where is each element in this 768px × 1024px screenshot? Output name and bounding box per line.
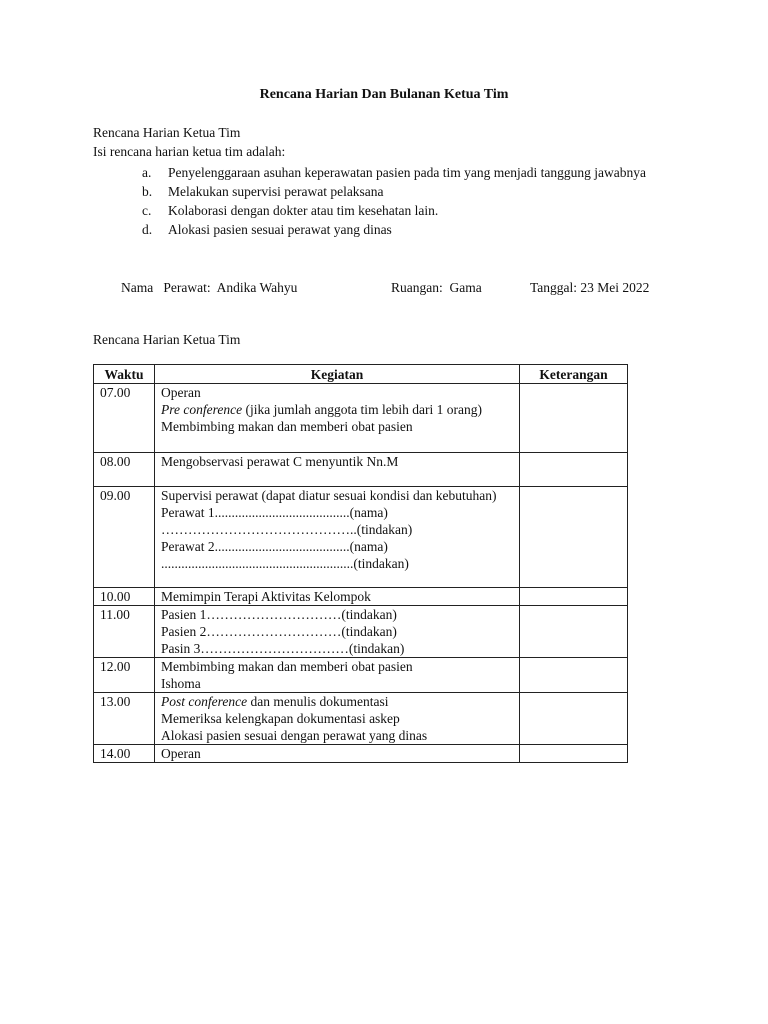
- room-name: Ruangan: Gama: [391, 280, 482, 295]
- list-item: [142, 182, 676, 201]
- activity-cell: [155, 745, 520, 763]
- table-row: [94, 453, 628, 487]
- italic-term: Post conference: [161, 694, 248, 709]
- activity-line: Memimpin Terapi Aktivitas Kelompok: [161, 589, 371, 604]
- activity-line: Operan: [161, 385, 201, 400]
- activity-line: Pasien 1…………………………(tindakan): [161, 607, 397, 622]
- table-row: [94, 588, 628, 606]
- table-row: [94, 693, 628, 745]
- activity-line: Membimbing makan dan memberi obat pasien: [161, 659, 413, 674]
- time-cell: 09.00: [94, 487, 155, 588]
- list-item-text: Kolaborasi dengan dokter atau tim kesehatan lain.: [168, 203, 439, 218]
- nurse-name: Nama Perawat: Andika Wahyu: [121, 280, 298, 295]
- header-keterangan: Keterangan: [520, 365, 628, 384]
- activity-line: Operan: [161, 746, 201, 761]
- table-header-row: [94, 365, 628, 384]
- note-cell: [520, 693, 628, 745]
- list-marker: c.: [142, 203, 152, 218]
- activity-line: Memeriksa kelengkapan dokumentasi askep: [161, 711, 400, 726]
- time-cell: 08.00: [94, 453, 155, 487]
- time-cell: 11.00: [94, 606, 155, 658]
- time-cell: 14.00: [94, 745, 155, 763]
- header-waktu: Waktu: [94, 365, 155, 384]
- table-row: [94, 487, 628, 588]
- table-heading: Rencana Harian Ketua Tim: [93, 332, 241, 347]
- activity-line: Pasien 2…………………………(tindakan): [161, 624, 397, 639]
- activity-line: Perawat 1........................................(nama): [161, 505, 388, 520]
- activity-cell: [155, 384, 520, 453]
- note-cell: [520, 384, 628, 453]
- activity-cell: [155, 588, 520, 606]
- activity-line: .........................................................(tindakan): [161, 556, 409, 571]
- section-heading: Rencana Harian Ketua Tim: [93, 125, 241, 140]
- list-item-text: Alokasi pasien sesuai perawat yang dinas: [168, 222, 392, 237]
- activity-line: Supervisi perawat (dapat diatur sesuai kondisi dan kebutuhan): [161, 488, 497, 503]
- time-cell: 10.00: [94, 588, 155, 606]
- header-kegiatan: Kegiatan: [155, 365, 520, 384]
- list-marker: a.: [142, 165, 152, 180]
- list-marker: d.: [142, 222, 153, 237]
- activity-line: Ishoma: [161, 676, 201, 691]
- activity-list: [142, 163, 676, 239]
- activity-cell: [155, 606, 520, 658]
- activity-line-2: [161, 401, 513, 418]
- time-cell: 07.00: [94, 384, 155, 453]
- schedule-table: [93, 364, 628, 763]
- intro-text: Isi rencana harian ketua tim adalah:: [93, 144, 286, 159]
- list-marker: b.: [142, 184, 153, 199]
- note-cell: [520, 588, 628, 606]
- activity-line-text: dan menulis dokumentasi: [250, 694, 389, 709]
- note-cell: [520, 658, 628, 693]
- list-item-text: Melakukan supervisi perawat pelaksana: [168, 184, 384, 199]
- note-cell: [520, 453, 628, 487]
- list-item: [142, 201, 676, 220]
- note-cell: [520, 606, 628, 658]
- activity-line: Alokasi pasien sesuai dengan perawat yang dinas: [161, 728, 428, 743]
- activity-line-1: [161, 693, 513, 710]
- activity-cell: [155, 487, 520, 588]
- table-row: [94, 606, 628, 658]
- activity-cell: [155, 453, 520, 487]
- note-cell: [520, 487, 628, 588]
- activity-line: ……………………………………..(tindakan): [161, 522, 413, 537]
- date-info: Tanggal: 23 Mei 2022: [530, 280, 650, 295]
- activity-line: Membimbing makan dan memberi obat pasien: [161, 419, 413, 434]
- list-item: [142, 220, 676, 239]
- list-item: [142, 163, 676, 182]
- activity-line: Mengobservasi perawat C menyuntik Nn.M: [161, 454, 399, 469]
- italic-term: Pre conference: [161, 402, 243, 417]
- activity-cell: [155, 693, 520, 745]
- activity-line: Pasin 3……………………………(tindakan): [161, 641, 405, 656]
- list-item-text: Penyelenggaraan asuhan keperawatan pasien pada tim yang menjadi tanggung jawabnya: [168, 165, 646, 180]
- table-row: [94, 384, 628, 453]
- activity-line-text: (jika jumlah anggota tim lebih dari 1 orang): [245, 402, 483, 417]
- table-row: [94, 658, 628, 693]
- note-cell: [520, 745, 628, 763]
- time-cell: 12.00: [94, 658, 155, 693]
- activity-line: Perawat 2........................................(nama): [161, 539, 388, 554]
- time-cell: 13.00: [94, 693, 155, 745]
- document-title: Rencana Harian Dan Bulanan Ketua Tim: [259, 87, 509, 102]
- activity-cell: [155, 658, 520, 693]
- table-row: [94, 745, 628, 763]
